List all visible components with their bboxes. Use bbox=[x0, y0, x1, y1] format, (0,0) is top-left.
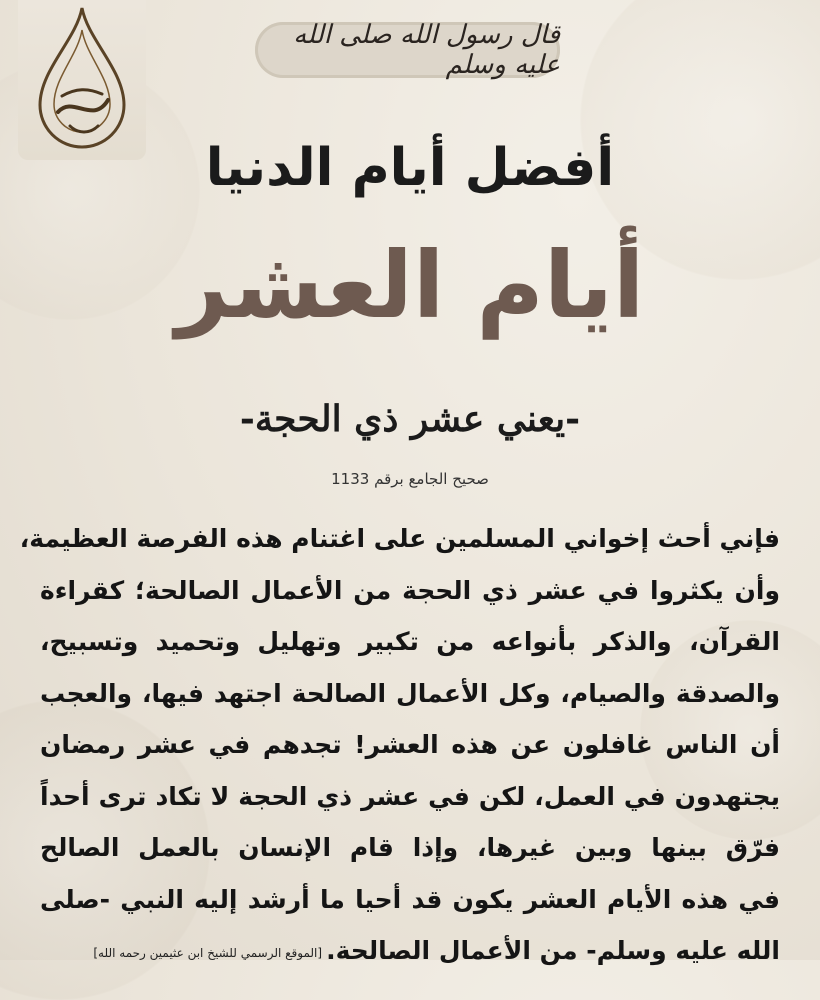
title-line-2: أيام العشر bbox=[175, 232, 645, 339]
body-line: في هذه الأيام العشر يكون قد أحيا ما أرشد إليه النبي -صلى bbox=[40, 884, 780, 914]
body-line: القرآن، والذكر بأنواعه من تكبير وتهليل وتحميد وتسبيح، bbox=[40, 627, 780, 656]
body-line: فإني أحث إخواني المسلمين على اغتنام هذه الفرصة العظيمة، bbox=[19, 524, 780, 553]
body-line: الله عليه وسلم- من الأعمال الصالحة. bbox=[326, 936, 780, 965]
attribution: [الموقع الرسمي للشيخ ابن عثيمين رحمه الله] bbox=[93, 946, 323, 960]
calligraphy-drop-icon bbox=[18, 0, 146, 160]
source-reference: صحيح الجامع برقم 1133 bbox=[331, 470, 489, 488]
body-line: والصدقة والصيام، وكل الأعمال الصالحة اجتهد فيها، والعجب bbox=[40, 678, 780, 708]
title-line-1: أفضل أيام الدنيا bbox=[205, 138, 615, 198]
logo bbox=[18, 0, 146, 160]
hadith-badge-text: قال رسول الله صلى الله عليه وسلم bbox=[293, 20, 560, 80]
body-line: أن الناس غافلون عن هذه العشر! تجدهم في عشر رمضان bbox=[40, 730, 780, 759]
body-line: وأن يكثروا في عشر ذي الحجة من الأعمال الصالحة؛ كقراءة bbox=[40, 575, 780, 605]
body-paragraph bbox=[19, 513, 780, 980]
subtitle: -يعني عشر ذي الحجة- bbox=[239, 398, 581, 440]
hadith-badge bbox=[255, 22, 560, 78]
body-line-last bbox=[40, 925, 780, 980]
body-line: يجتهدون في العمل، لكن في عشر ذي الحجة لا تكاد ترى أحداً bbox=[40, 781, 780, 811]
body-line: فرّق بينها وبين غيرها، وإذا قام الإنسان بالعمل الصالح bbox=[40, 833, 780, 862]
